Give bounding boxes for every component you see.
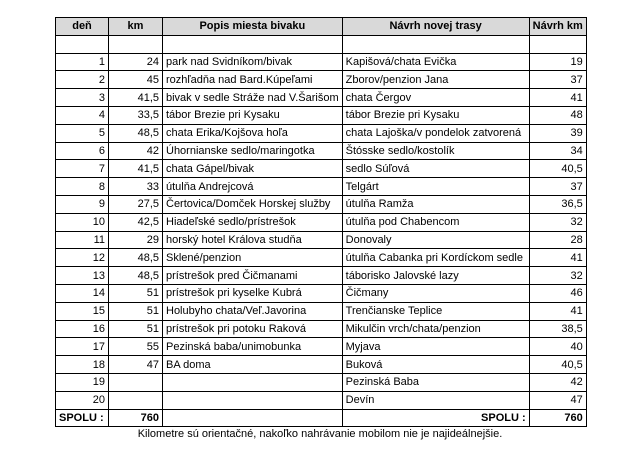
cell-km: 51 [109, 302, 163, 320]
cell-popis: prístrešok pri potoku Raková [163, 320, 343, 338]
cell-den: 9 [56, 195, 109, 213]
cell-popis: prístrešok pri kyselke Kubrá [163, 284, 343, 302]
table-row [56, 338, 587, 356]
cell-den: 10 [56, 213, 109, 231]
cell-den: 4 [56, 106, 109, 124]
cell-km: 27,5 [109, 195, 163, 213]
cell-navrh-trasy [342, 35, 529, 53]
cell-navrh-km: 37 [529, 178, 586, 196]
cell-navrh-trasy: sedlo Súľová [342, 160, 529, 178]
table-row [56, 106, 587, 124]
cell-den [56, 35, 109, 53]
cell-navrh-km: 32 [529, 213, 586, 231]
cell-popis: Hiadeľské sedlo/prístrešok [163, 213, 343, 231]
cell-navrh-trasy: Pezinská Baba [342, 373, 529, 391]
route-table [55, 17, 587, 427]
cell-den: 5 [56, 124, 109, 142]
cell-navrh-km: 19 [529, 53, 586, 71]
total-label-2: SPOLU : [342, 409, 529, 427]
table-row [56, 142, 587, 160]
table-body [56, 35, 587, 427]
cell-navrh-trasy: Kapišová/chata Evička [342, 53, 529, 71]
cell-navrh-trasy: Devín [342, 391, 529, 409]
table-row [56, 356, 587, 374]
table-row [56, 267, 587, 285]
cell-navrh-km: 28 [529, 231, 586, 249]
header-navrh-trasy: Návrh novej trasy [342, 18, 529, 36]
cell-km: 48,5 [109, 124, 163, 142]
cell-navrh-km: 40,5 [529, 356, 586, 374]
cell-navrh-km: 48 [529, 106, 586, 124]
table-row [56, 160, 587, 178]
header-navrh-km: Návrh km [529, 18, 586, 36]
cell-popis: prístrešok pred Čičmanami [163, 267, 343, 285]
cell-navrh-trasy: Zborov/penzion Jana [342, 71, 529, 89]
table-row [56, 178, 587, 196]
cell-den: 7 [56, 160, 109, 178]
cell-km: 29 [109, 231, 163, 249]
cell-km: 41,5 [109, 89, 163, 107]
header-row [56, 18, 587, 36]
total-empty [163, 409, 343, 427]
cell-popis: bivak v sedle Stráže nad V.Šarišom [163, 89, 343, 107]
cell-km: 55 [109, 338, 163, 356]
cell-popis: Sklené/penzion [163, 249, 343, 267]
footnote: Kilometre sú orientačné, nakoľko nahrávanie mobilom nie je najideálnejšie. [137, 428, 503, 440]
total-km-2: 760 [529, 409, 586, 427]
table-row [56, 89, 587, 107]
cell-navrh-trasy: Mikulčin vrch/chata/penzion [342, 320, 529, 338]
cell-popis: BA doma [163, 356, 343, 374]
cell-navrh-km: 39 [529, 124, 586, 142]
cell-navrh-trasy: táborisko Jalovské lazy [342, 267, 529, 285]
table-row [56, 373, 587, 391]
cell-navrh-km: 47 [529, 391, 586, 409]
header-den: deň [56, 18, 109, 36]
cell-navrh-km: 40,5 [529, 160, 586, 178]
header-popis: Popis miesta bivaku [163, 18, 343, 36]
cell-km: 51 [109, 284, 163, 302]
cell-den: 18 [56, 356, 109, 374]
table-row [56, 231, 587, 249]
cell-navrh-trasy: Štósske sedlo/kostolík [342, 142, 529, 160]
cell-km: 51 [109, 320, 163, 338]
cell-navrh-km: 40 [529, 338, 586, 356]
cell-den: 19 [56, 373, 109, 391]
cell-km: 48,5 [109, 267, 163, 285]
cell-km [109, 391, 163, 409]
cell-navrh-trasy: útulňa pod Chabencom [342, 213, 529, 231]
cell-navrh-trasy: chata Lajoška/v pondelok zatvorená [342, 124, 529, 142]
table-row [56, 195, 587, 213]
table-row [56, 391, 587, 409]
table-row [56, 284, 587, 302]
table-row [56, 249, 587, 267]
cell-popis: tábor Brezie pri Kysaku [163, 106, 343, 124]
cell-km: 33,5 [109, 106, 163, 124]
cell-navrh-trasy: útulňa Ramža [342, 195, 529, 213]
cell-den: 16 [56, 320, 109, 338]
header-km: km [109, 18, 163, 36]
cell-navrh-km [529, 35, 586, 53]
cell-den: 1 [56, 53, 109, 71]
cell-navrh-trasy: Myjava [342, 338, 529, 356]
cell-km: 33 [109, 178, 163, 196]
cell-navrh-km: 34 [529, 142, 586, 160]
cell-navrh-km: 37 [529, 71, 586, 89]
cell-den: 20 [56, 391, 109, 409]
cell-popis: park nad Svidníkom/bivak [163, 53, 343, 71]
total-row [56, 409, 587, 427]
cell-navrh-km: 32 [529, 267, 586, 285]
cell-popis: horský hotel Králova studňa [163, 231, 343, 249]
cell-navrh-km: 42 [529, 373, 586, 391]
total-km: 760 [109, 409, 163, 427]
cell-navrh-km: 46 [529, 284, 586, 302]
cell-navrh-km: 41 [529, 302, 586, 320]
cell-navrh-km: 41 [529, 89, 586, 107]
cell-popis: Holubyho chata/Veľ.Javorina [163, 302, 343, 320]
table-row [56, 71, 587, 89]
cell-navrh-trasy: Donovaly [342, 231, 529, 249]
cell-den: 13 [56, 267, 109, 285]
cell-km: 42,5 [109, 213, 163, 231]
cell-popis: chata Gápel/bivak [163, 160, 343, 178]
cell-navrh-trasy: chata Čergov [342, 89, 529, 107]
cell-km: 47 [109, 356, 163, 374]
cell-popis [163, 373, 343, 391]
cell-popis: útulňa Andrejcová [163, 178, 343, 196]
table-row [56, 124, 587, 142]
cell-popis: Čertovica/Domček Horskej služby [163, 195, 343, 213]
cell-popis: chata Erika/Kojšova hoľa [163, 124, 343, 142]
table-row [56, 53, 587, 71]
cell-popis: Úhornianske sedlo/maringotka [163, 142, 343, 160]
cell-navrh-trasy: útulňa Cabanka pri Kordíckom sedle [342, 249, 529, 267]
cell-popis: Pezinská baba/unimobunka [163, 338, 343, 356]
cell-navrh-km: 36,5 [529, 195, 586, 213]
total-label: SPOLU : [56, 409, 109, 427]
cell-den: 15 [56, 302, 109, 320]
cell-navrh-km: 41 [529, 249, 586, 267]
cell-den: 8 [56, 178, 109, 196]
cell-navrh-trasy: Telgárt [342, 178, 529, 196]
cell-navrh-trasy: Čičmany [342, 284, 529, 302]
cell-den: 14 [56, 284, 109, 302]
cell-km [109, 35, 163, 53]
cell-popis [163, 35, 343, 53]
cell-navrh-trasy: Buková [342, 356, 529, 374]
cell-km [109, 373, 163, 391]
cell-navrh-trasy: Trenčianske Teplice [342, 302, 529, 320]
cell-km: 45 [109, 71, 163, 89]
table-row [56, 213, 587, 231]
cell-den: 11 [56, 231, 109, 249]
cell-den: 2 [56, 71, 109, 89]
table-row [56, 35, 587, 53]
cell-popis [163, 391, 343, 409]
cell-den: 12 [56, 249, 109, 267]
cell-km: 42 [109, 142, 163, 160]
cell-km: 41,5 [109, 160, 163, 178]
table-row [56, 302, 587, 320]
cell-navrh-km: 38,5 [529, 320, 586, 338]
cell-km: 24 [109, 53, 163, 71]
cell-km: 48,5 [109, 249, 163, 267]
cell-navrh-trasy: tábor Brezie pri Kysaku [342, 106, 529, 124]
cell-den: 6 [56, 142, 109, 160]
cell-den: 17 [56, 338, 109, 356]
cell-popis: rozhľadňa nad Bard.Kúpeľami [163, 71, 343, 89]
cell-den: 3 [56, 89, 109, 107]
table-row [56, 320, 587, 338]
